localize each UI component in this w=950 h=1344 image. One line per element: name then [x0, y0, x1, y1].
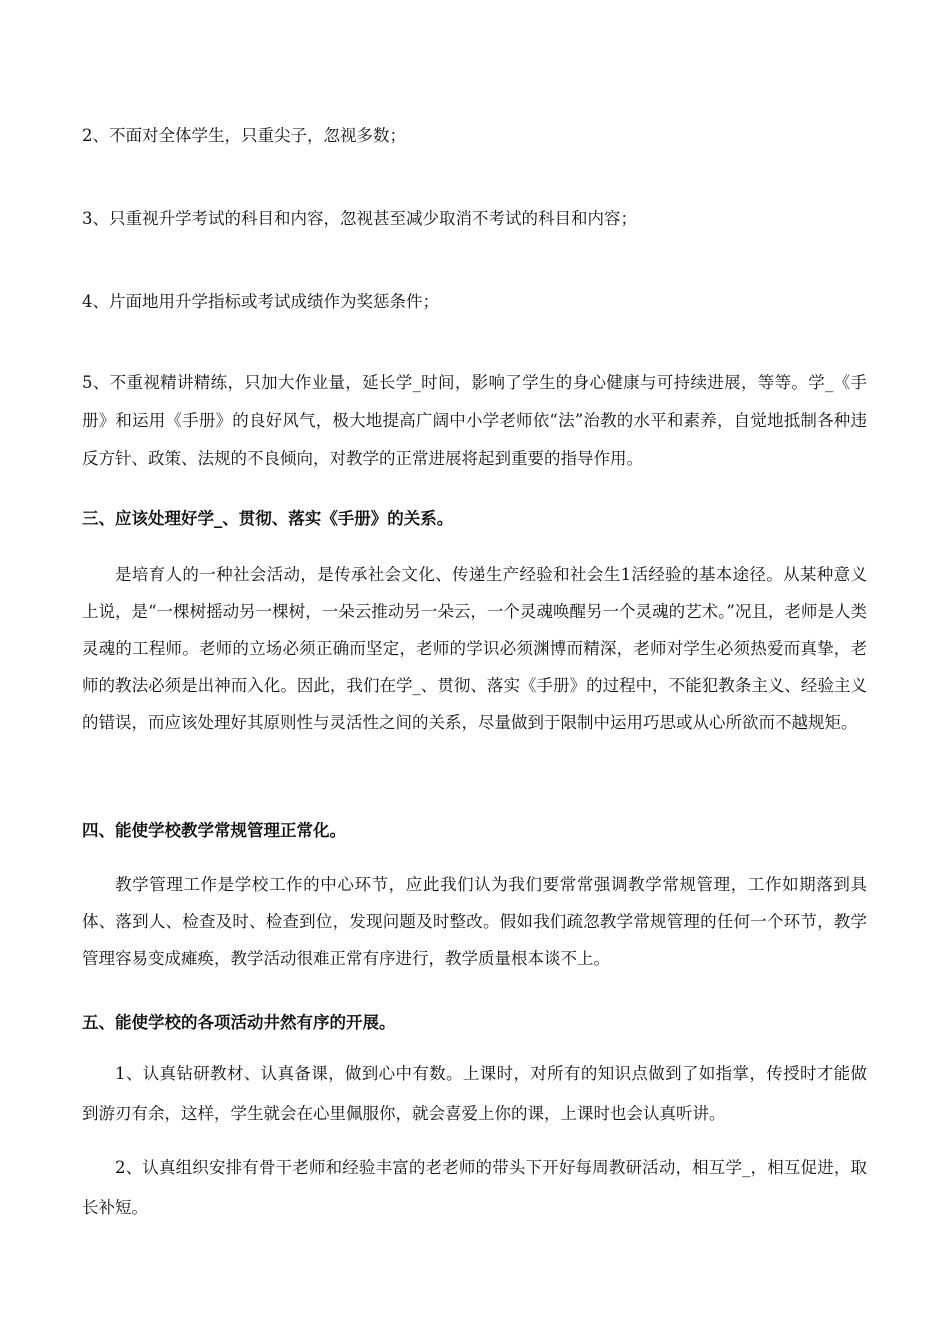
section-3-paragraph: 是培育人的一种社会活动，是传承社会文化、传递生产经验和社会生1活经验的基本途径。从某种意义上说，是“一棵树摇动另一棵树，一朵云推动另一朵云，一个灵魂唤醒另一个灵魂的艺术。”况且，老师是人类灵魂的工程师。老师的立场必须正确而坚定，老师的学识必须渊博而精深，老师对学生必须热爱而真挚，老师的教法必须是出神而入化。因此，我们在学_、贯彻、落实《手册》的过程中，不能犯教条主义、经验主义的错误，而应该处理好其原则性与灵活性之间的关系，尽量做到于限制中运用巧思或从心所欲而不越规矩。 — [82, 565, 867, 732]
section-5-item-2: 2、认真组织安排有骨干老师和经验丰富的老老师的带头下开好每周教研活动，相互学_，相互促进，取长补短。 — [82, 1158, 867, 1217]
section-5-item-1: 1、认真钻研教材、认真备课，做到心中有数。上课时，对所有的知识点做到了如指掌，传授时才能做到游刃有余，这样，学生就会在心里佩服你，就会喜爱上你的课，上课时也会认真听讲。 — [82, 1064, 867, 1123]
section-4-paragraph: 教学管理工作是学校工作的中心环节，应此我们认为我们要常常强调教学常规管理，工作如期落到具体、落到人、检查及时、检查到位，发现问题及时整改。假如我们疏忽教学常规管理的任何一个环节，教学管理容易变成瘫痪，教学活动很难正常有序进行，教学质量根本谈不上。 — [82, 875, 867, 968]
list-item-5-paragraph: 5、不重视精讲精练，只加大作业量，延长学_时间，影响了学生的身心健康与可持续进展，等等。学_《手册》和运用《手册》的良好风气，极大地提高广阔中小学老师依“法”治教的水平和素养，自觉地抵制各种违反方针、政策、法规的不良倾向，对教学的正常进展将起到重要的指导作用。 — [82, 373, 867, 468]
list-item-2: 2、不面对全体学生，只重尖子，忽视多数； — [82, 126, 406, 145]
section-3-heading: 三、应该处理好学_、贯彻、落实《手册》的关系。 — [82, 509, 454, 528]
list-item-4: 4、片面地用升学指标或考试成绩作为奖惩条件； — [82, 292, 439, 311]
section-5-heading: 五、能使学校的各项活动井然有序的开展。 — [82, 1013, 396, 1032]
list-item-3: 3、只重视升学考试的科目和内容，忽视甚至减少取消不考试的科目和内容； — [82, 209, 637, 228]
section-4-heading: 四、能使学校教学常规管理正常化。 — [82, 821, 346, 840]
